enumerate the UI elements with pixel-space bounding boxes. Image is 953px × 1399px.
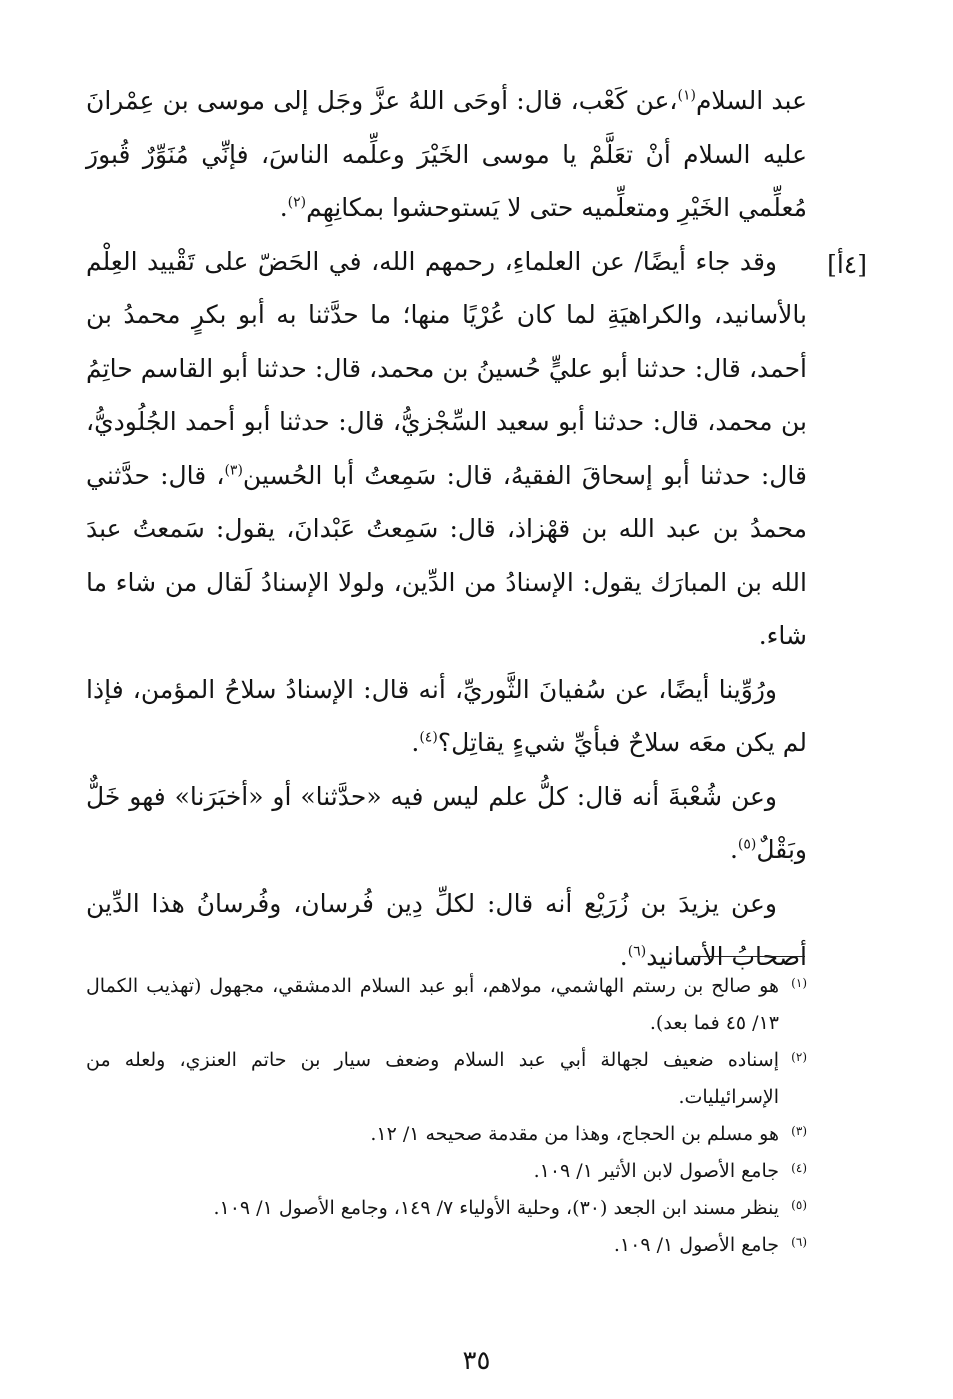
footnote-reference: (٢) [287, 194, 307, 211]
footnote-reference: (٤) [419, 729, 438, 746]
text-run: ورُوِّينا أيضًا، عن سُفيانَ الثَّوريِّ، أنه قال: الإسنادُ سلاحُ المؤمن، فإذا لم يكن معَه سلاحٌ فبأيِّ شيءٍ يقاتِل؟ [86, 674, 807, 757]
paragraph [86, 663, 807, 770]
paragraph [86, 74, 807, 235]
footnote-divider [693, 956, 805, 957]
footnote-number: (٣) [791, 1124, 807, 1138]
footnote-text: هو مسلم بن الحجاج، وهذا من مقدمة صحيحه ١/ ١٢. [370, 1123, 779, 1145]
text-run: . [279, 193, 288, 222]
footnote [86, 1116, 807, 1153]
text-run: وعن يزيدَ بن زُرَيْع أنه قال: لكلِّ دِين فُرسان، وفُرسانُ هذا الدِّين أصحابُ الأسانيد [86, 888, 807, 971]
footnote [86, 1153, 807, 1190]
footnote [86, 1190, 807, 1227]
footnote [86, 1042, 807, 1116]
footnote-reference: (٦) [627, 943, 647, 960]
footnote-text: جامع الأصول ١/ ١٠٩. [613, 1234, 779, 1256]
text-run: . [729, 835, 738, 864]
page-number: ٣٥ [462, 1346, 491, 1376]
text-run: ،عن كَعْب، قال: أوحَى اللهُ عزَّ وجَل إلى موسى بن عِمْرانَ عليه السلام أنْ تعَلَّمْ يا موسى الخَيْرَ وعلِّمه الناسَ، فإنِّي مُنَوِّرٌ قُبورَ مُعلِّمي الخَيْرِ ومتعلِّميه حتى لا يَستوحشوا بمكانِهِم [86, 86, 807, 222]
footnote [86, 1227, 807, 1264]
paragraph [86, 770, 807, 877]
footnote-number: (٦) [791, 1235, 807, 1249]
text-run: . [411, 728, 420, 757]
footnote-text: إسناده ضعيف لجهالة أبي عبد السلام وضعف سيار بن حاتم العنزي، ولعله من الإسرائيليات. [86, 1049, 779, 1108]
footnotes [86, 968, 807, 1264]
manuscript-folio-marker: [٤أ] [827, 250, 867, 279]
footnote-text: جامع الأصول لابن الأثير ١/ ١٠٩. [533, 1160, 779, 1182]
text-run: وقد جاء أيضًا/ عن العلماءِ، رحمهم الله، في الحَضّ على تَقْييد العِلْم بالأسانيد، والكراهيَةِ لما كان عُرْيًا منها؛ ما حدَّثنا به أبو بكرٍ محمدُ بن أحمد، قال: حدثنا أبو عليٍّ حُسينُ بن محمد، قال: حدثنا أبو القاسم حاتِمُ بن محمد، قال: حدثنا أبو سعيد السِّجْزيُّ، قال: حدثنا أبو أحمد الجُلُوديُّ، قال: حدثنا أبو إسحاقَ الفقيهُ، قال: سَمِعتُ أبا الحُسين [86, 246, 807, 490]
footnote [86, 968, 807, 1042]
footnote-number: (٤) [791, 1161, 807, 1175]
footnote-number: (٢) [791, 1050, 807, 1064]
footnote-reference: (١) [677, 87, 696, 104]
footnote-reference: (٣) [224, 462, 243, 479]
footnote-number: (٥) [791, 1198, 807, 1212]
main-text [86, 74, 807, 984]
text-run: وعن شُعْبةَ أنه قال: كلُّ علم ليس فيه «حدَّثنا» أو «أخبَرَنا» فهو خَلٌّ وبَقْلٌ [86, 781, 807, 864]
text-run: ، قال: حدَّثني محمدُ بن عبد الله بن قهْزاذ، قال: سَمِعتُ عَبْدانَ، يقول: سَمعتُ عبدَ الله بن المبارَك يقول: الإسنادُ من الدِّين، ولولا الإسنادُ لَقال من شاء ما شاء. [86, 460, 807, 650]
footnote-reference: (٥) [737, 836, 757, 853]
footnote-text: ينظر مسند ابن الجعد (٣٠)، وحلية الأولياء ٧/ ١٤٩، وجامع الأصول ١/ ١٠٩. [213, 1197, 779, 1219]
footnote-number: (١) [791, 976, 807, 990]
paragraph [86, 235, 807, 663]
footnote-text: هو صالح بن رستم الهاشمي، مولاهم، أبو عبد السلام الدمشقي، مجهول (تهذيب الكمال ١٣/ ٤٥ فما بعد). [86, 975, 779, 1034]
text-run: عبد السلام [695, 86, 807, 115]
text-run: . [619, 942, 628, 971]
